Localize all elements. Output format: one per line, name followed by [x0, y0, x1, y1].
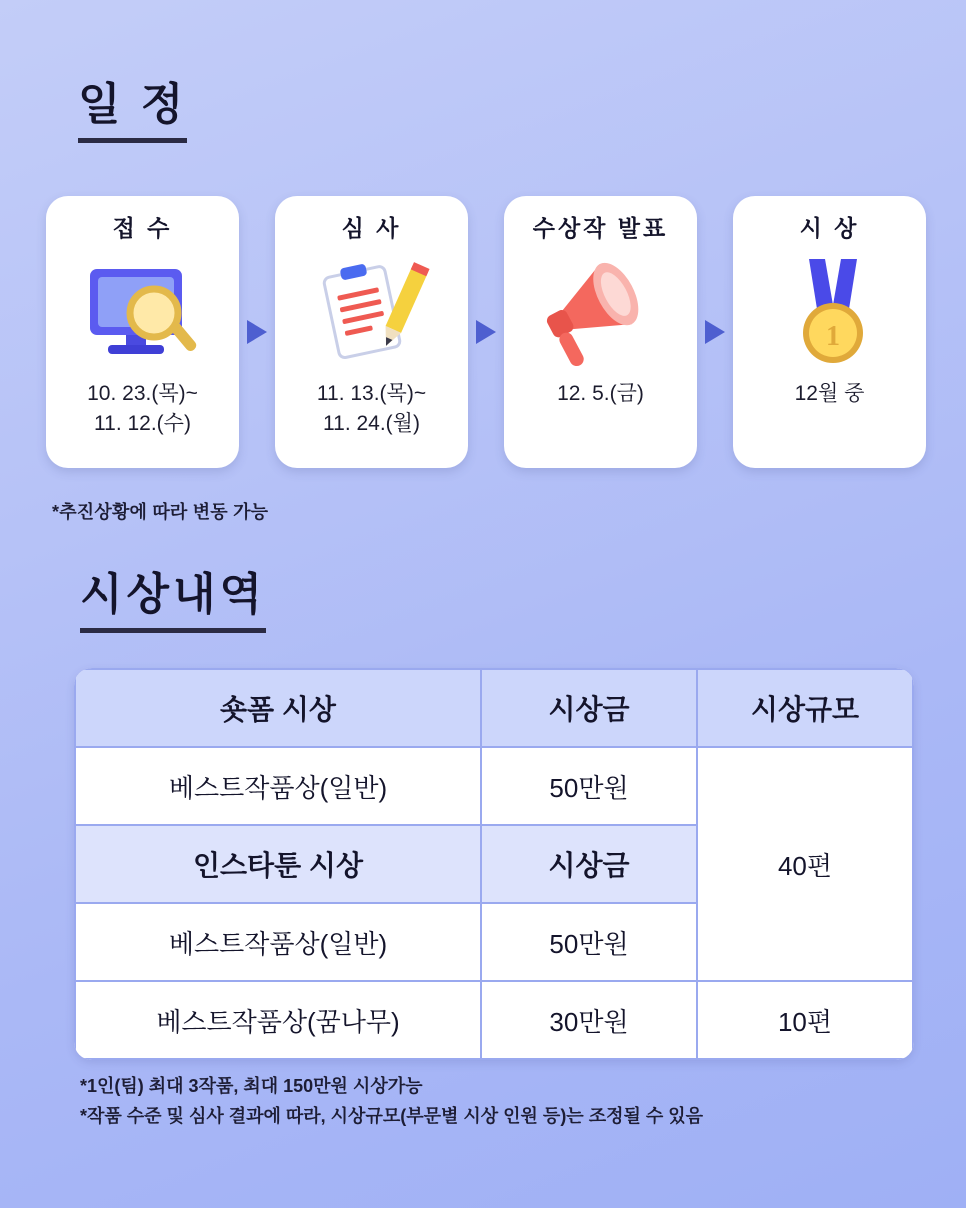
prize-notes — [80, 1072, 703, 1131]
monitor-magnifier-icon — [63, 247, 223, 375]
svg-text:1: 1 — [825, 321, 840, 352]
table-cell-amount: 50만원 — [481, 747, 697, 825]
prize-note-line: *작품 수준 및 심사 결과에 따라, 시상규모(부문별 시상 인원 등)는 조정될 수 있음 — [80, 1105, 704, 1126]
table-cell-scale: 10편 — [697, 981, 913, 1059]
arrow-right-icon — [468, 196, 504, 468]
table-cell-scale: 40편 — [697, 747, 913, 981]
table-subheader-cell: 인스타툰 시상 — [75, 825, 481, 903]
table-cell-amount: 30만원 — [481, 981, 697, 1059]
table-subheader-cell: 시상금 — [481, 825, 697, 903]
table-cell-award: 베스트작품상(꿈나무) — [75, 981, 481, 1059]
schedule-step-dates — [557, 379, 644, 409]
table-header-cell: 시상규모 — [697, 669, 913, 747]
prize-note-line: *1인(팀) 최대 3작품, 최대 150만원 시상가능 — [80, 1076, 423, 1096]
medal-icon — [750, 247, 910, 375]
schedule-step-card — [275, 196, 468, 468]
schedule-step-dates — [795, 379, 865, 409]
table-row — [75, 747, 913, 825]
schedule-step-date-line: 11. 12.(수) — [94, 412, 191, 436]
schedule-step-dates — [317, 379, 426, 440]
schedule-step-date-line: 12. 5.(금) — [557, 382, 644, 405]
prize-section — [80, 558, 266, 633]
schedule-section — [78, 68, 187, 143]
schedule-step-card — [504, 196, 697, 468]
schedule-step-dates — [87, 379, 198, 440]
schedule-step-title: 심 사 — [341, 215, 402, 241]
schedule-step-date-line: 11. 24.(월) — [323, 412, 420, 436]
clipboard-pencil-icon — [292, 247, 452, 375]
arrow-right-icon — [239, 196, 275, 468]
arrow-right-icon — [697, 196, 733, 468]
table-header-row — [75, 669, 913, 747]
table-cell-amount: 50만원 — [481, 903, 697, 981]
prize-heading: 시상내역 — [80, 558, 266, 633]
schedule-heading: 일 정 — [78, 68, 187, 143]
table-header-cell: 시상금 — [481, 669, 697, 747]
schedule-steps — [46, 196, 926, 468]
schedule-step-date-line: 11. 13.(목)~ — [316, 382, 427, 405]
schedule-step-card — [46, 196, 239, 468]
schedule-step-date-line: 10. 23.(목)~ — [87, 382, 198, 405]
schedule-note: *추진상황에 따라 변동 가능 — [52, 502, 269, 522]
schedule-step-title: 시 상 — [799, 215, 860, 241]
megaphone-icon — [521, 247, 681, 375]
schedule-step-title: 접 수 — [112, 215, 173, 241]
table-row — [75, 981, 913, 1059]
schedule-step-title: 수상작 발표 — [532, 215, 669, 241]
schedule-step-date-line: 12월 중 — [794, 382, 865, 405]
table-cell-award: 베스트작품상(일반) — [75, 903, 481, 981]
schedule-step-card — [733, 196, 926, 468]
table-cell-award: 베스트작품상(일반) — [75, 747, 481, 825]
table-header-cell: 숏폼 시상 — [75, 669, 481, 747]
prize-table — [74, 668, 914, 1060]
